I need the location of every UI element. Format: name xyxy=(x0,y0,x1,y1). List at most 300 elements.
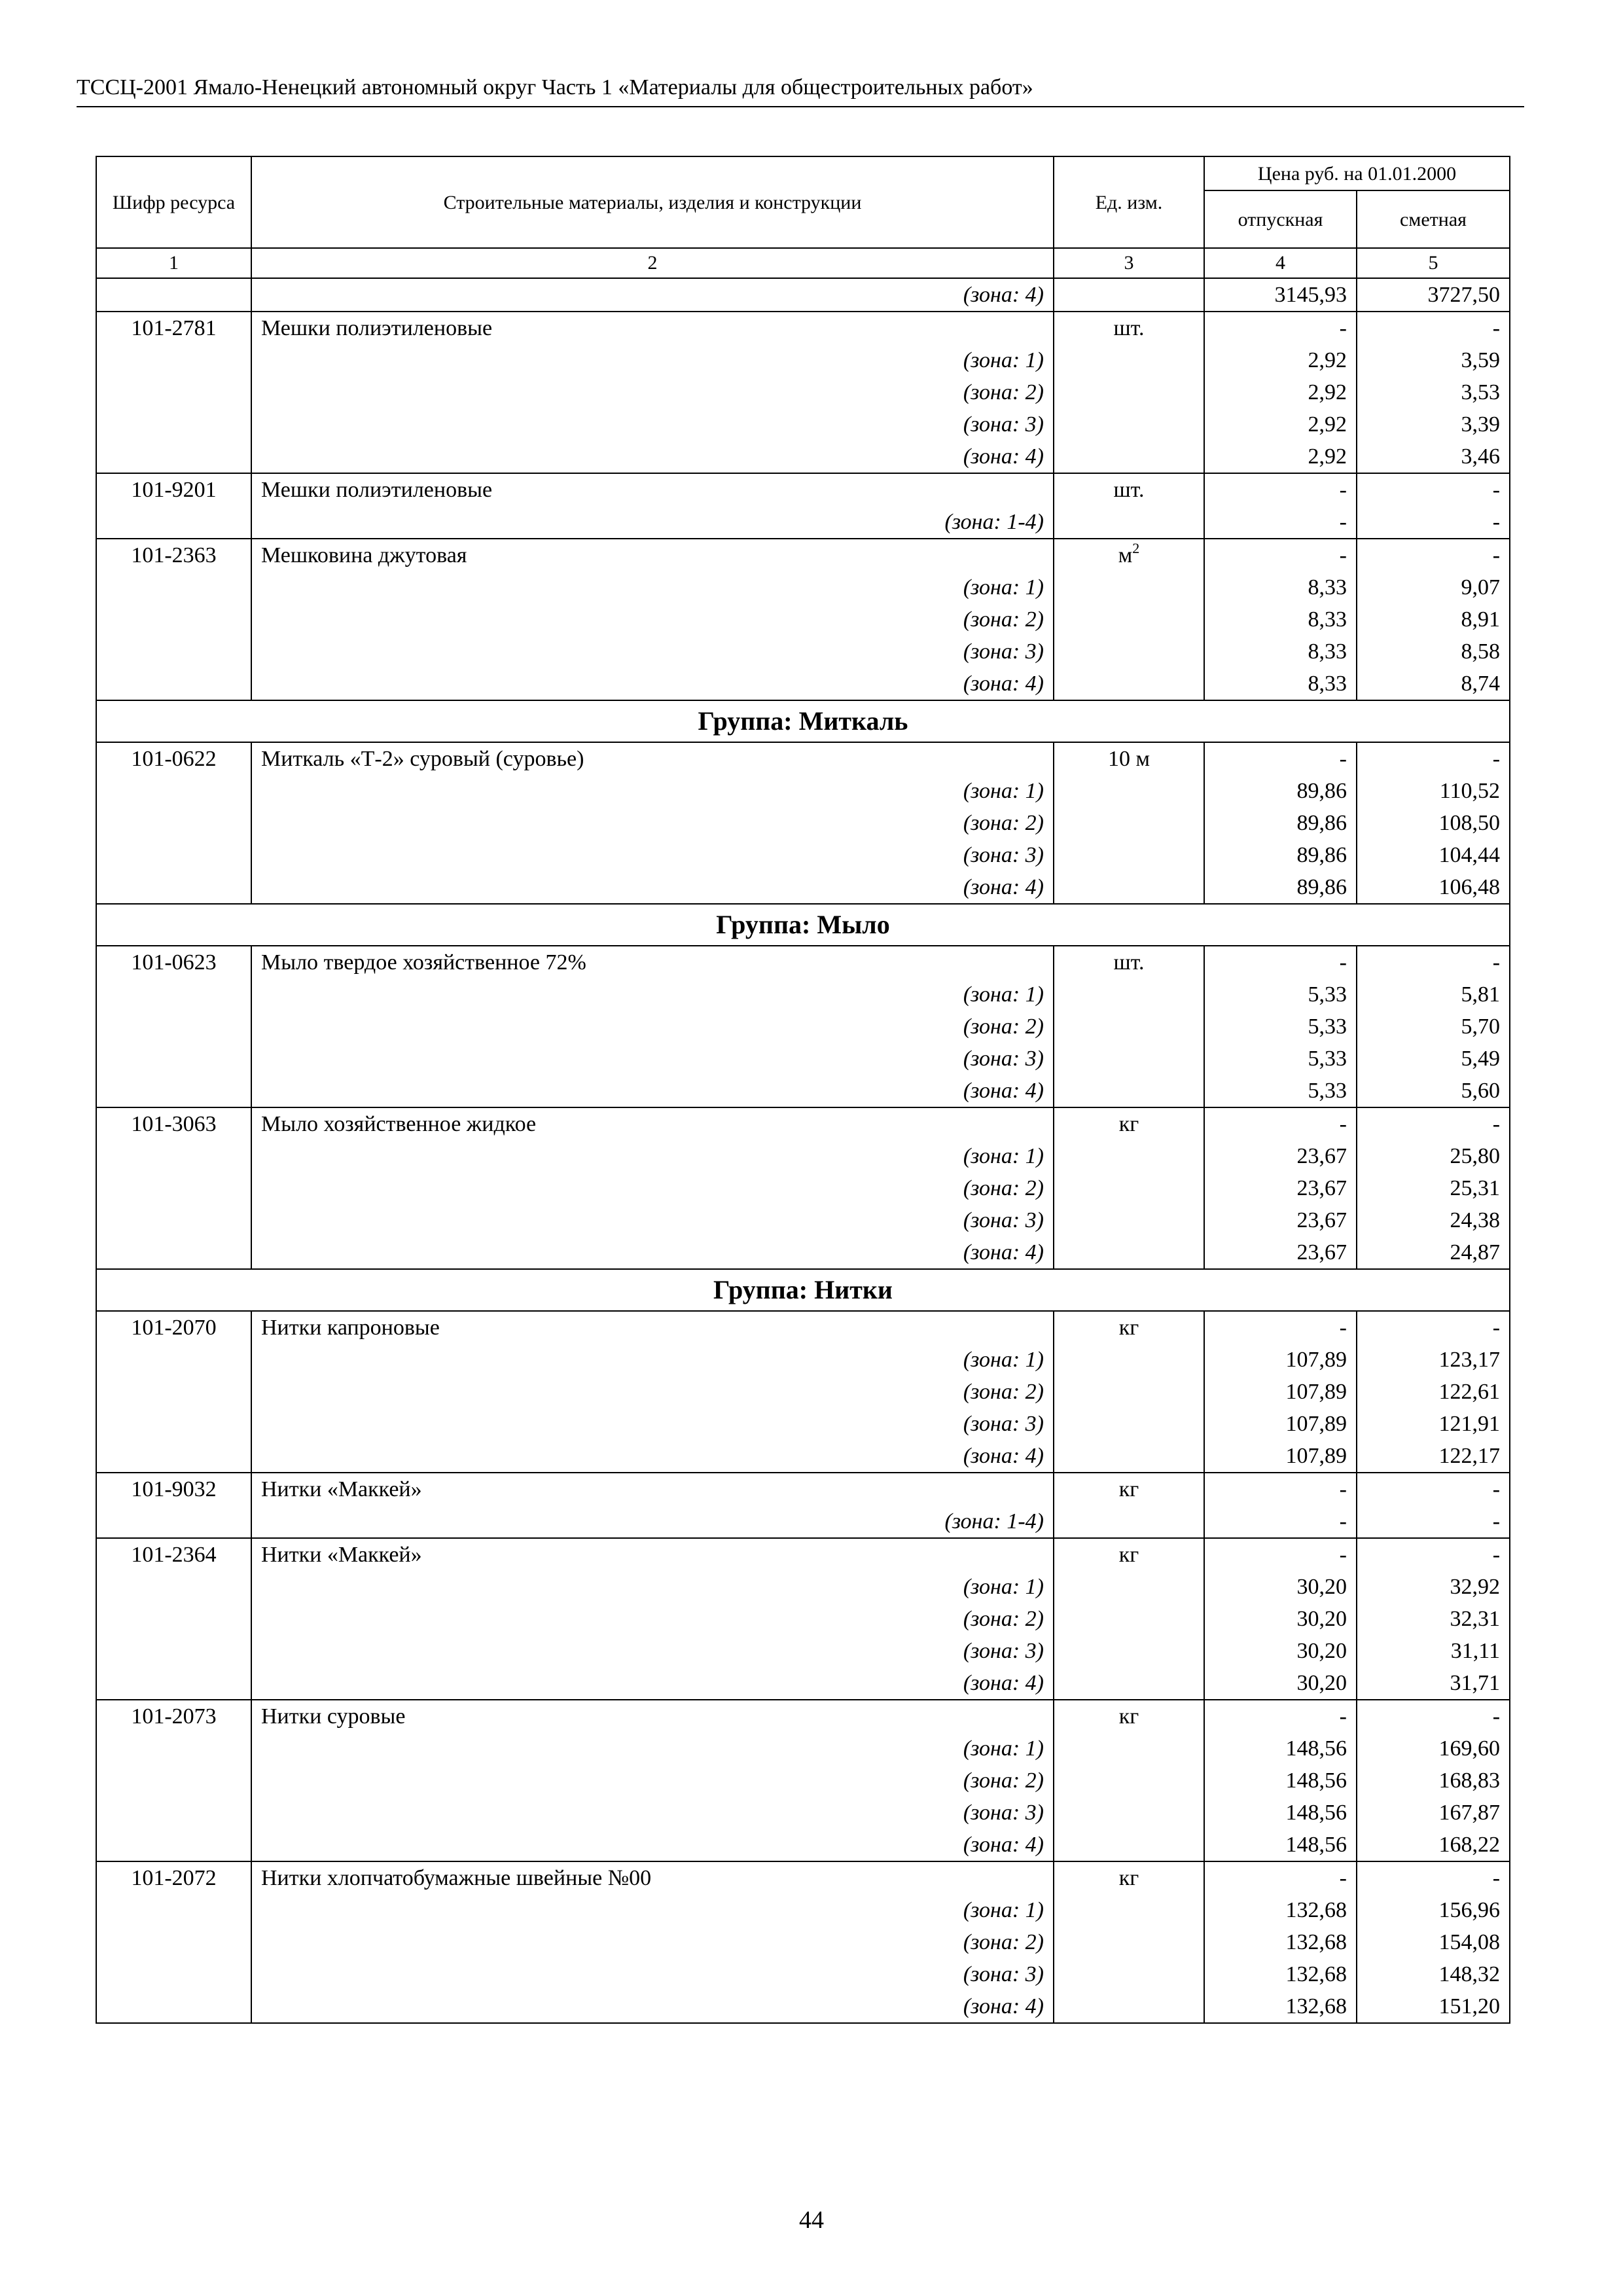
unit-text: кг xyxy=(1118,1477,1139,1501)
table-row xyxy=(96,1861,1510,1894)
header-estimate: сметная xyxy=(1357,190,1510,248)
estimate-price: - xyxy=(1357,1505,1510,1538)
estimate-price: 31,71 xyxy=(1357,1667,1510,1700)
resource-code xyxy=(96,1797,251,1829)
header-name: Строительные материалы, изделия и конструкции xyxy=(251,156,1054,248)
zone-label: (зона: 1) xyxy=(251,1344,1054,1376)
group-heading-row xyxy=(96,700,1510,742)
zone-label: (зона: 1) xyxy=(251,1894,1054,1926)
unit-text: кг xyxy=(1118,1543,1139,1567)
release-price: 107,89 xyxy=(1204,1408,1357,1440)
table-row xyxy=(96,742,1510,775)
unit-cell xyxy=(1054,506,1204,539)
zone-label: (зона: 1) xyxy=(251,775,1054,807)
resource-code xyxy=(96,376,251,408)
resource-code xyxy=(96,1172,251,1204)
release-price: 132,68 xyxy=(1204,1926,1357,1958)
resource-code xyxy=(96,1344,251,1376)
unit-cell xyxy=(1054,571,1204,603)
release-price: 148,56 xyxy=(1204,1829,1357,1861)
table-row xyxy=(96,946,1510,978)
table-row xyxy=(96,636,1510,668)
release-price: - xyxy=(1204,1861,1357,1894)
estimate-price: 25,31 xyxy=(1357,1172,1510,1204)
release-price: 148,56 xyxy=(1204,1765,1357,1797)
resource-code xyxy=(96,1926,251,1958)
table-row xyxy=(96,1958,1510,1990)
estimate-price: - xyxy=(1357,742,1510,775)
material-name: Мешки полиэтиленовые xyxy=(251,473,1054,506)
estimate-price: 5,70 xyxy=(1357,1011,1510,1043)
release-price: 89,86 xyxy=(1204,871,1357,904)
estimate-price: 5,49 xyxy=(1357,1043,1510,1075)
table-body xyxy=(96,278,1510,2023)
table-row xyxy=(96,1344,1510,1376)
unit-cell xyxy=(1054,775,1204,807)
estimate-price: - xyxy=(1357,312,1510,344)
unit-cell xyxy=(1054,1376,1204,1408)
header-col-number: 5 xyxy=(1357,248,1510,278)
table-row xyxy=(96,1376,1510,1408)
unit-cell xyxy=(1054,278,1204,312)
header-col-number: 3 xyxy=(1054,248,1204,278)
table-row xyxy=(96,775,1510,807)
resource-code xyxy=(96,871,251,904)
release-price: 2,92 xyxy=(1204,408,1357,440)
release-price: 23,67 xyxy=(1204,1172,1357,1204)
table-row xyxy=(96,807,1510,839)
zone-label: (зона: 1) xyxy=(251,978,1054,1011)
zone-label: (зона: 1) xyxy=(251,1732,1054,1765)
table-row xyxy=(96,1603,1510,1635)
resource-code xyxy=(96,1505,251,1538)
table-row xyxy=(96,506,1510,539)
release-price: 8,33 xyxy=(1204,636,1357,668)
resource-code: 101-9032 xyxy=(96,1473,251,1505)
material-name: Мешки полиэтиленовые xyxy=(251,312,1054,344)
table-row xyxy=(96,1043,1510,1075)
unit-cell xyxy=(1054,344,1204,376)
resource-code xyxy=(96,1408,251,1440)
page-header: ТССЦ-2001 Ямало-Ненецкий автономный округ Часть 1 «Материалы для общестроительных работ» xyxy=(77,73,1524,107)
estimate-price: 110,52 xyxy=(1357,775,1510,807)
estimate-price: - xyxy=(1357,1473,1510,1505)
resource-code xyxy=(96,839,251,871)
table-row xyxy=(96,1829,1510,1861)
price-table xyxy=(96,156,1510,2024)
table-row xyxy=(96,1667,1510,1700)
table-row xyxy=(96,839,1510,871)
unit-cell xyxy=(1054,539,1204,571)
unit-text: кг xyxy=(1118,1704,1139,1729)
release-price: - xyxy=(1204,1311,1357,1344)
resource-code xyxy=(96,506,251,539)
estimate-price: - xyxy=(1357,1538,1510,1571)
unit-cell xyxy=(1054,1043,1204,1075)
table-row xyxy=(96,1440,1510,1473)
material-name: Мыло хозяйственное жидкое xyxy=(251,1107,1054,1140)
unit-cell xyxy=(1054,871,1204,904)
unit-cell xyxy=(1054,1635,1204,1667)
table-row xyxy=(96,344,1510,376)
estimate-price: - xyxy=(1357,506,1510,539)
resource-code xyxy=(96,1603,251,1635)
release-price: - xyxy=(1204,1505,1357,1538)
unit-cell xyxy=(1054,1140,1204,1172)
zone-label: (зона: 2) xyxy=(251,1172,1054,1204)
unit-text: шт. xyxy=(1113,478,1145,502)
unit-cell xyxy=(1054,312,1204,344)
resource-code xyxy=(96,571,251,603)
resource-code xyxy=(96,636,251,668)
unit-cell xyxy=(1054,440,1204,473)
estimate-price: 3,39 xyxy=(1357,408,1510,440)
estimate-price: - xyxy=(1357,1107,1510,1140)
table-row xyxy=(96,668,1510,700)
unit-cell xyxy=(1054,1829,1204,1861)
estimate-price: 156,96 xyxy=(1357,1894,1510,1926)
unit-cell xyxy=(1054,668,1204,700)
zone-label: (зона: 4) xyxy=(251,440,1054,473)
estimate-price: - xyxy=(1357,1311,1510,1344)
unit-cell xyxy=(1054,1603,1204,1635)
table-row xyxy=(96,978,1510,1011)
estimate-price: 3,53 xyxy=(1357,376,1510,408)
table-row xyxy=(96,539,1510,571)
unit-cell xyxy=(1054,742,1204,775)
zone-label: (зона: 3) xyxy=(251,1408,1054,1440)
material-name: Нитки «Маккей» xyxy=(251,1473,1054,1505)
unit-cell xyxy=(1054,1797,1204,1829)
table-row xyxy=(96,1700,1510,1732)
zone-label: (зона: 2) xyxy=(251,1603,1054,1635)
zone-label: (зона: 4) xyxy=(251,871,1054,904)
release-price: 5,33 xyxy=(1204,1043,1357,1075)
table-row xyxy=(96,1011,1510,1043)
estimate-price: 31,11 xyxy=(1357,1635,1510,1667)
group-heading: Группа: Миткаль xyxy=(96,700,1510,742)
release-price: - xyxy=(1204,1700,1357,1732)
zone-label: (зона: 3) xyxy=(251,1635,1054,1667)
material-name: Нитки хлопчатобумажные швейные №00 xyxy=(251,1861,1054,1894)
header-unit: Ед. изм. xyxy=(1054,156,1204,248)
material-name: Мыло твердое хозяйственное 72% xyxy=(251,946,1054,978)
resource-code xyxy=(96,807,251,839)
material-name: Мешковина джутовая xyxy=(251,539,1054,571)
release-price: 132,68 xyxy=(1204,1958,1357,1990)
page-number: 44 xyxy=(799,2206,824,2234)
resource-code xyxy=(96,1011,251,1043)
unit-cell xyxy=(1054,603,1204,636)
resource-code xyxy=(96,1894,251,1926)
table-row xyxy=(96,1473,1510,1505)
release-price: 8,33 xyxy=(1204,603,1357,636)
unit-cell xyxy=(1054,1667,1204,1700)
zone-label: (зона: 1-4) xyxy=(251,506,1054,539)
estimate-price: 123,17 xyxy=(1357,1344,1510,1376)
resource-code xyxy=(96,1635,251,1667)
zone-label: (зона: 3) xyxy=(251,408,1054,440)
unit-cell xyxy=(1054,1538,1204,1571)
resource-code: 101-2363 xyxy=(96,539,251,571)
header-col-number: 1 xyxy=(96,248,251,278)
zone-label: (зона: 3) xyxy=(251,839,1054,871)
zone-label: (зона: 3) xyxy=(251,1043,1054,1075)
estimate-price: - xyxy=(1357,1861,1510,1894)
table-row xyxy=(96,1204,1510,1236)
resource-code xyxy=(96,408,251,440)
release-price: - xyxy=(1204,1538,1357,1571)
resource-code: 101-0622 xyxy=(96,742,251,775)
unit-cell xyxy=(1054,1075,1204,1107)
release-price: - xyxy=(1204,1107,1357,1140)
group-heading: Группа: Мыло xyxy=(96,904,1510,946)
zone-label: (зона: 3) xyxy=(251,636,1054,668)
zone-label: (зона: 2) xyxy=(251,603,1054,636)
estimate-price: 32,92 xyxy=(1357,1571,1510,1603)
estimate-price: 154,08 xyxy=(1357,1926,1510,1958)
unit-cell xyxy=(1054,1861,1204,1894)
estimate-price: 106,48 xyxy=(1357,871,1510,904)
estimate-price: 151,20 xyxy=(1357,1990,1510,2023)
resource-code xyxy=(96,1043,251,1075)
estimate-price: 104,44 xyxy=(1357,839,1510,871)
release-price: 89,86 xyxy=(1204,839,1357,871)
estimate-price: 3727,50 xyxy=(1357,278,1510,312)
table-header xyxy=(96,156,1510,278)
estimate-price: - xyxy=(1357,946,1510,978)
resource-code xyxy=(96,1204,251,1236)
resource-code xyxy=(96,978,251,1011)
estimate-price: 8,74 xyxy=(1357,668,1510,700)
resource-code xyxy=(96,1376,251,1408)
header-code: Шифр ресурса xyxy=(96,156,251,248)
estimate-price: 168,22 xyxy=(1357,1829,1510,1861)
release-price: 2,92 xyxy=(1204,344,1357,376)
zone-label: (зона: 2) xyxy=(251,376,1054,408)
unit-cell xyxy=(1054,1990,1204,2023)
estimate-price: - xyxy=(1357,539,1510,571)
release-price: 5,33 xyxy=(1204,978,1357,1011)
unit-text: шт. xyxy=(1113,950,1145,975)
unit-text: кг xyxy=(1118,1112,1139,1136)
unit-cell xyxy=(1054,1473,1204,1505)
resource-code xyxy=(96,1571,251,1603)
zone-label: (зона: 2) xyxy=(251,1926,1054,1958)
estimate-price: 8,58 xyxy=(1357,636,1510,668)
zone-label: (зона: 1) xyxy=(251,571,1054,603)
estimate-price: 168,83 xyxy=(1357,1765,1510,1797)
zone-label: (зона: 4) xyxy=(251,1440,1054,1473)
table-row xyxy=(96,1505,1510,1538)
unit-cell xyxy=(1054,1172,1204,1204)
unit-cell xyxy=(1054,1732,1204,1765)
material-name: Нитки суровые xyxy=(251,1700,1054,1732)
zone-label: (зона: 3) xyxy=(251,1797,1054,1829)
zone-label: (зона: 3) xyxy=(251,1204,1054,1236)
zone-label: (зона: 4) xyxy=(251,1075,1054,1107)
resource-code xyxy=(96,1440,251,1473)
table-row xyxy=(96,1172,1510,1204)
unit-text: кг xyxy=(1118,1316,1139,1340)
release-price: - xyxy=(1204,539,1357,571)
table-row xyxy=(96,376,1510,408)
group-heading-row xyxy=(96,904,1510,946)
estimate-price: 167,87 xyxy=(1357,1797,1510,1829)
table-row xyxy=(96,473,1510,506)
estimate-price: - xyxy=(1357,473,1510,506)
table-row xyxy=(96,603,1510,636)
group-heading-row xyxy=(96,1269,1510,1311)
unit-cell xyxy=(1054,473,1204,506)
unit-cell xyxy=(1054,978,1204,1011)
unit-cell xyxy=(1054,1440,1204,1473)
release-price: 3145,93 xyxy=(1204,278,1357,312)
zone-label: (зона: 1) xyxy=(251,1140,1054,1172)
estimate-price: 3,46 xyxy=(1357,440,1510,473)
unit-cell xyxy=(1054,946,1204,978)
release-price: 23,67 xyxy=(1204,1204,1357,1236)
resource-code xyxy=(96,603,251,636)
release-price: 2,92 xyxy=(1204,440,1357,473)
release-price: 23,67 xyxy=(1204,1140,1357,1172)
zone-label: (зона: 4) xyxy=(251,1990,1054,2023)
unit-cell xyxy=(1054,1011,1204,1043)
resource-code: 101-2781 xyxy=(96,312,251,344)
release-price: 5,33 xyxy=(1204,1075,1357,1107)
table-row xyxy=(96,278,1510,312)
unit-cell xyxy=(1054,1571,1204,1603)
resource-code xyxy=(96,1765,251,1797)
zone-label: (зона: 4) xyxy=(251,1667,1054,1700)
material-name: Нитки капроновые xyxy=(251,1311,1054,1344)
estimate-price: 8,91 xyxy=(1357,603,1510,636)
header-price: Цена руб. на 01.01.2000 xyxy=(1204,156,1510,190)
zone-label: (зона: 2) xyxy=(251,807,1054,839)
release-price: 148,56 xyxy=(1204,1732,1357,1765)
release-price: - xyxy=(1204,1473,1357,1505)
zone-label: (зона: 4) xyxy=(251,1236,1054,1269)
resource-code xyxy=(96,1829,251,1861)
table-row xyxy=(96,1732,1510,1765)
unit-exponent: 2 xyxy=(1132,540,1140,556)
header-col-number: 4 xyxy=(1204,248,1357,278)
estimate-price: 5,60 xyxy=(1357,1075,1510,1107)
unit-cell xyxy=(1054,1107,1204,1140)
release-price: 2,92 xyxy=(1204,376,1357,408)
table-row xyxy=(96,1765,1510,1797)
release-price: - xyxy=(1204,473,1357,506)
release-price: 107,89 xyxy=(1204,1376,1357,1408)
table-row xyxy=(96,1311,1510,1344)
estimate-price: 148,32 xyxy=(1357,1958,1510,1990)
unit-cell xyxy=(1054,376,1204,408)
resource-code: 101-3063 xyxy=(96,1107,251,1140)
resource-code xyxy=(96,775,251,807)
table-row xyxy=(96,1571,1510,1603)
release-price: 30,20 xyxy=(1204,1635,1357,1667)
zone-label: (зона: 4) xyxy=(251,1829,1054,1861)
table-row xyxy=(96,871,1510,904)
estimate-price: 24,38 xyxy=(1357,1204,1510,1236)
resource-code xyxy=(96,1990,251,2023)
table-row xyxy=(96,1990,1510,2023)
unit-text: кг xyxy=(1118,1866,1139,1890)
resource-code: 101-2070 xyxy=(96,1311,251,1344)
release-price: 107,89 xyxy=(1204,1344,1357,1376)
estimate-price: 25,80 xyxy=(1357,1140,1510,1172)
release-price: 107,89 xyxy=(1204,1440,1357,1473)
release-price: 5,33 xyxy=(1204,1011,1357,1043)
resource-code xyxy=(96,1236,251,1269)
unit-cell xyxy=(1054,1344,1204,1376)
unit-cell xyxy=(1054,408,1204,440)
estimate-price: 9,07 xyxy=(1357,571,1510,603)
resource-code: 101-2073 xyxy=(96,1700,251,1732)
resource-code xyxy=(96,344,251,376)
unit-cell xyxy=(1054,1505,1204,1538)
resource-code: 101-0623 xyxy=(96,946,251,978)
resource-code xyxy=(96,278,251,312)
material-name: Нитки «Маккей» xyxy=(251,1538,1054,1571)
table-row xyxy=(96,571,1510,603)
table-row xyxy=(96,1894,1510,1926)
table-row xyxy=(96,1107,1510,1140)
table-row xyxy=(96,1538,1510,1571)
resource-code: 101-2072 xyxy=(96,1861,251,1894)
release-price: 8,33 xyxy=(1204,571,1357,603)
unit-cell xyxy=(1054,839,1204,871)
release-price: 89,86 xyxy=(1204,775,1357,807)
table-row xyxy=(96,408,1510,440)
unit-cell xyxy=(1054,807,1204,839)
unit-cell xyxy=(1054,1311,1204,1344)
resource-code xyxy=(96,668,251,700)
zone-label: (зона: 2) xyxy=(251,1765,1054,1797)
release-price: 23,67 xyxy=(1204,1236,1357,1269)
table-row xyxy=(96,312,1510,344)
resource-code: 101-2364 xyxy=(96,1538,251,1571)
resource-code xyxy=(96,1075,251,1107)
unit-text: м xyxy=(1118,543,1133,567)
unit-cell xyxy=(1054,1700,1204,1732)
estimate-price: 32,31 xyxy=(1357,1603,1510,1635)
unit-cell xyxy=(1054,1894,1204,1926)
release-price: - xyxy=(1204,946,1357,978)
table-row xyxy=(96,1797,1510,1829)
release-price: 30,20 xyxy=(1204,1603,1357,1635)
zone-label: (зона: 3) xyxy=(251,1958,1054,1990)
unit-cell xyxy=(1054,1958,1204,1990)
release-price: 8,33 xyxy=(1204,668,1357,700)
zone-label: (зона: 1-4) xyxy=(251,1505,1054,1538)
table-row xyxy=(96,1236,1510,1269)
unit-cell xyxy=(1054,1765,1204,1797)
unit-cell xyxy=(1054,1204,1204,1236)
resource-code xyxy=(96,1732,251,1765)
table-row xyxy=(96,440,1510,473)
unit-cell xyxy=(1054,1236,1204,1269)
resource-code: 101-9201 xyxy=(96,473,251,506)
resource-code xyxy=(96,440,251,473)
unit-cell xyxy=(1054,1408,1204,1440)
unit-text: шт. xyxy=(1113,316,1145,340)
estimate-price: 108,50 xyxy=(1357,807,1510,839)
unit-cell xyxy=(1054,1926,1204,1958)
header-release: отпускная xyxy=(1204,190,1357,248)
zone-label: (зона: 2) xyxy=(251,1376,1054,1408)
estimate-price: 24,87 xyxy=(1357,1236,1510,1269)
